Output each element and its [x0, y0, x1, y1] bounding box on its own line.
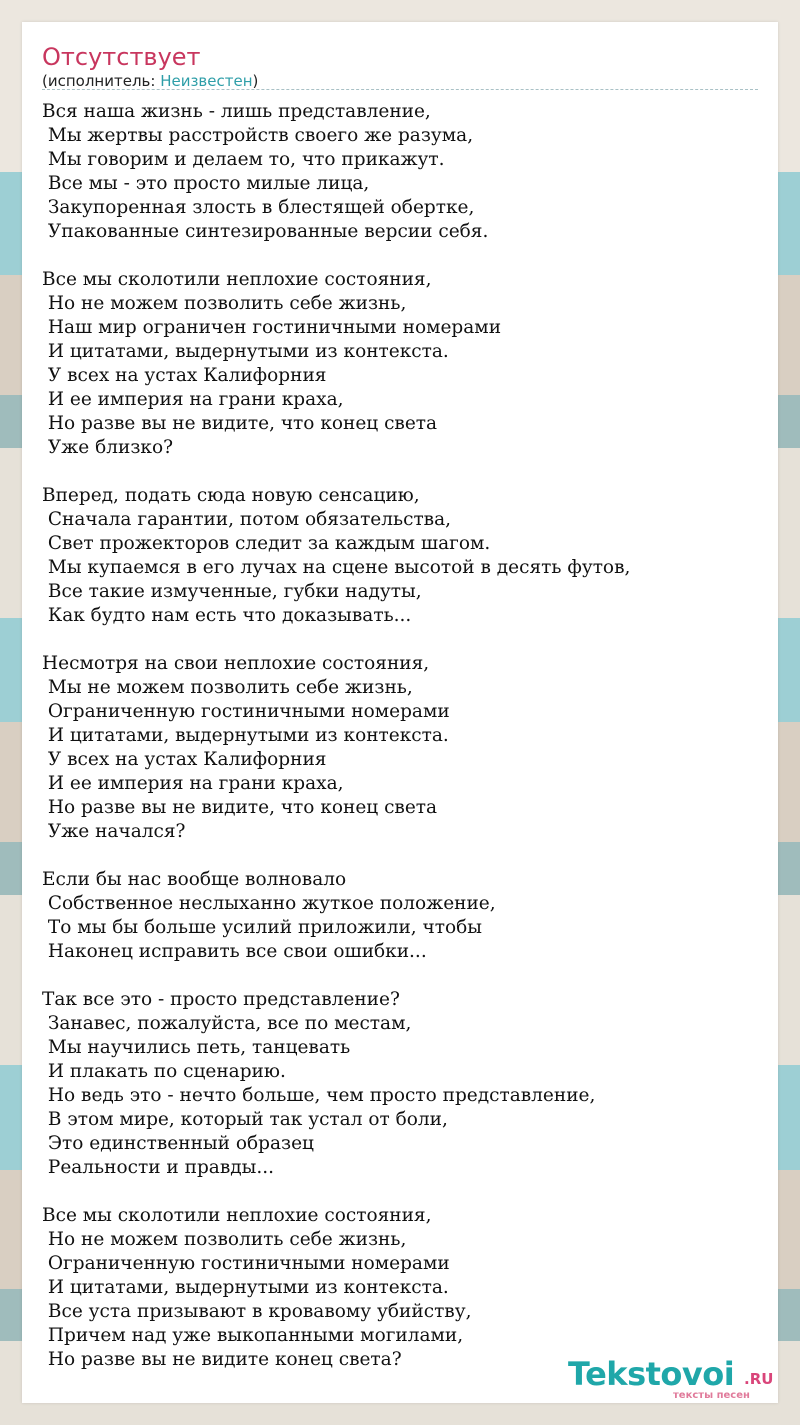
lyric-line	[42, 964, 762, 988]
performer-line	[42, 71, 258, 91]
lyric-line: Все уста призывают в кровавому убийству,	[42, 1301, 472, 1322]
lyric-line: Мы не можем позволить себе жизнь,	[42, 677, 413, 698]
lyric-line: Уже начался?	[42, 821, 186, 842]
lyrics-text	[42, 100, 762, 1372]
lyric-line: Наконец исправить все свои ошибки...	[42, 941, 427, 962]
lyric-line: И цитатами, выдернутыми из контекста.	[42, 341, 449, 362]
title-divider	[42, 89, 758, 90]
lyric-line: И цитатами, выдернутыми из контекста.	[42, 725, 449, 746]
lyric-line: Как будто нам есть что доказывать...	[42, 605, 412, 626]
lyric-line: Мы купаемся в его лучах на сцене высотой в десять футов,	[42, 557, 631, 578]
lyric-line: Уже близко?	[42, 437, 174, 458]
lyric-line: Реальности и правды...	[42, 1157, 274, 1178]
song-title: Отсутствует	[42, 43, 201, 71]
performer-link[interactable]: Неизвестен	[160, 72, 253, 90]
lyric-line: Так все это - просто представление?	[42, 989, 400, 1010]
logo-tagline: тексты песен	[673, 1390, 750, 1401]
lyric-line: И цитатами, выдернутыми из контекста.	[42, 1277, 449, 1298]
lyric-line: Несмотря на свои неплохие состояния,	[42, 653, 430, 674]
lyric-line: То мы бы больше усилий приложили, чтобы	[42, 917, 483, 938]
lyric-line: Вперед, подать сюда новую сенсацию,	[42, 485, 420, 506]
lyric-line	[42, 460, 762, 484]
lyric-line: Все такие измученные, губки надуты,	[42, 581, 422, 602]
lyric-line: Занавес, пожалуйста, все по местам,	[42, 1013, 412, 1034]
performer-suffix: )	[252, 72, 259, 90]
lyric-line: Но разве вы не видите конец света?	[42, 1349, 402, 1370]
performer-prefix: (исполнитель:	[42, 72, 161, 90]
lyric-line: Если бы нас вообще волновало	[42, 869, 347, 890]
lyric-line: Ограниченную гостиничными номерами	[42, 701, 450, 722]
lyric-line: Мы говорим и делаем то, что прикажут.	[42, 149, 445, 170]
lyric-line: Все мы сколотили неплохие состояния,	[42, 269, 432, 290]
lyric-line: Но разве вы не видите, что конец света	[42, 413, 438, 434]
lyric-line: В этом мире, который так устал от боли,	[42, 1109, 448, 1130]
lyric-line: Мы жертвы расстройств своего же разума,	[42, 125, 474, 146]
lyric-line: Вся наша жизнь - лишь представление,	[42, 101, 431, 122]
lyric-line: У всех на устах Калифорния	[42, 365, 327, 386]
lyric-line: Причем над уже выкопанными могилами,	[42, 1325, 464, 1346]
lyric-line: Закупоренная злость в блестящей обертке,	[42, 197, 475, 218]
lyric-line: Все мы - это просто милые лица,	[42, 173, 370, 194]
lyric-line: У всех на устах Калифорния	[42, 749, 327, 770]
lyric-line: Наш мир ограничен гостиничными номерами	[42, 317, 502, 338]
lyric-line: Все мы сколотили неплохие состояния,	[42, 1205, 432, 1226]
lyric-line: Сначала гарантии, потом обязательства,	[42, 509, 452, 530]
lyric-line: Упакованные синтезированные версии себя.	[42, 221, 489, 242]
lyrics-card	[22, 22, 778, 1403]
lyric-line	[42, 1180, 762, 1204]
logo-tld: .RU	[744, 1370, 774, 1388]
lyric-line: Мы научились петь, танцевать	[42, 1037, 351, 1058]
lyric-line: И ее империя на грани краха,	[42, 773, 344, 794]
lyric-line: Это единственный образец	[42, 1133, 314, 1154]
lyric-line: Но ведь это - нечто больше, чем просто представление,	[42, 1085, 596, 1106]
lyric-line: Собственное неслыханно жуткое положение,	[42, 893, 496, 914]
lyric-line	[42, 244, 762, 268]
lyric-line	[42, 844, 762, 868]
lyric-line: Ограниченную гостиничными номерами	[42, 1253, 450, 1274]
lyric-line: И плакать по сценарию.	[42, 1061, 286, 1082]
lyric-line: И ее империя на грани краха,	[42, 389, 344, 410]
lyric-line: Свет прожекторов следит за каждым шагом.	[42, 533, 491, 554]
site-logo[interactable]	[568, 1356, 778, 1402]
logo-brand: Tekstovoi	[568, 1355, 735, 1393]
lyric-line: Но не можем позволить себе жизнь,	[42, 293, 407, 314]
lyric-line: Но не можем позволить себе жизнь,	[42, 1229, 407, 1250]
lyric-line	[42, 628, 762, 652]
lyric-line: Но разве вы не видите, что конец света	[42, 797, 438, 818]
